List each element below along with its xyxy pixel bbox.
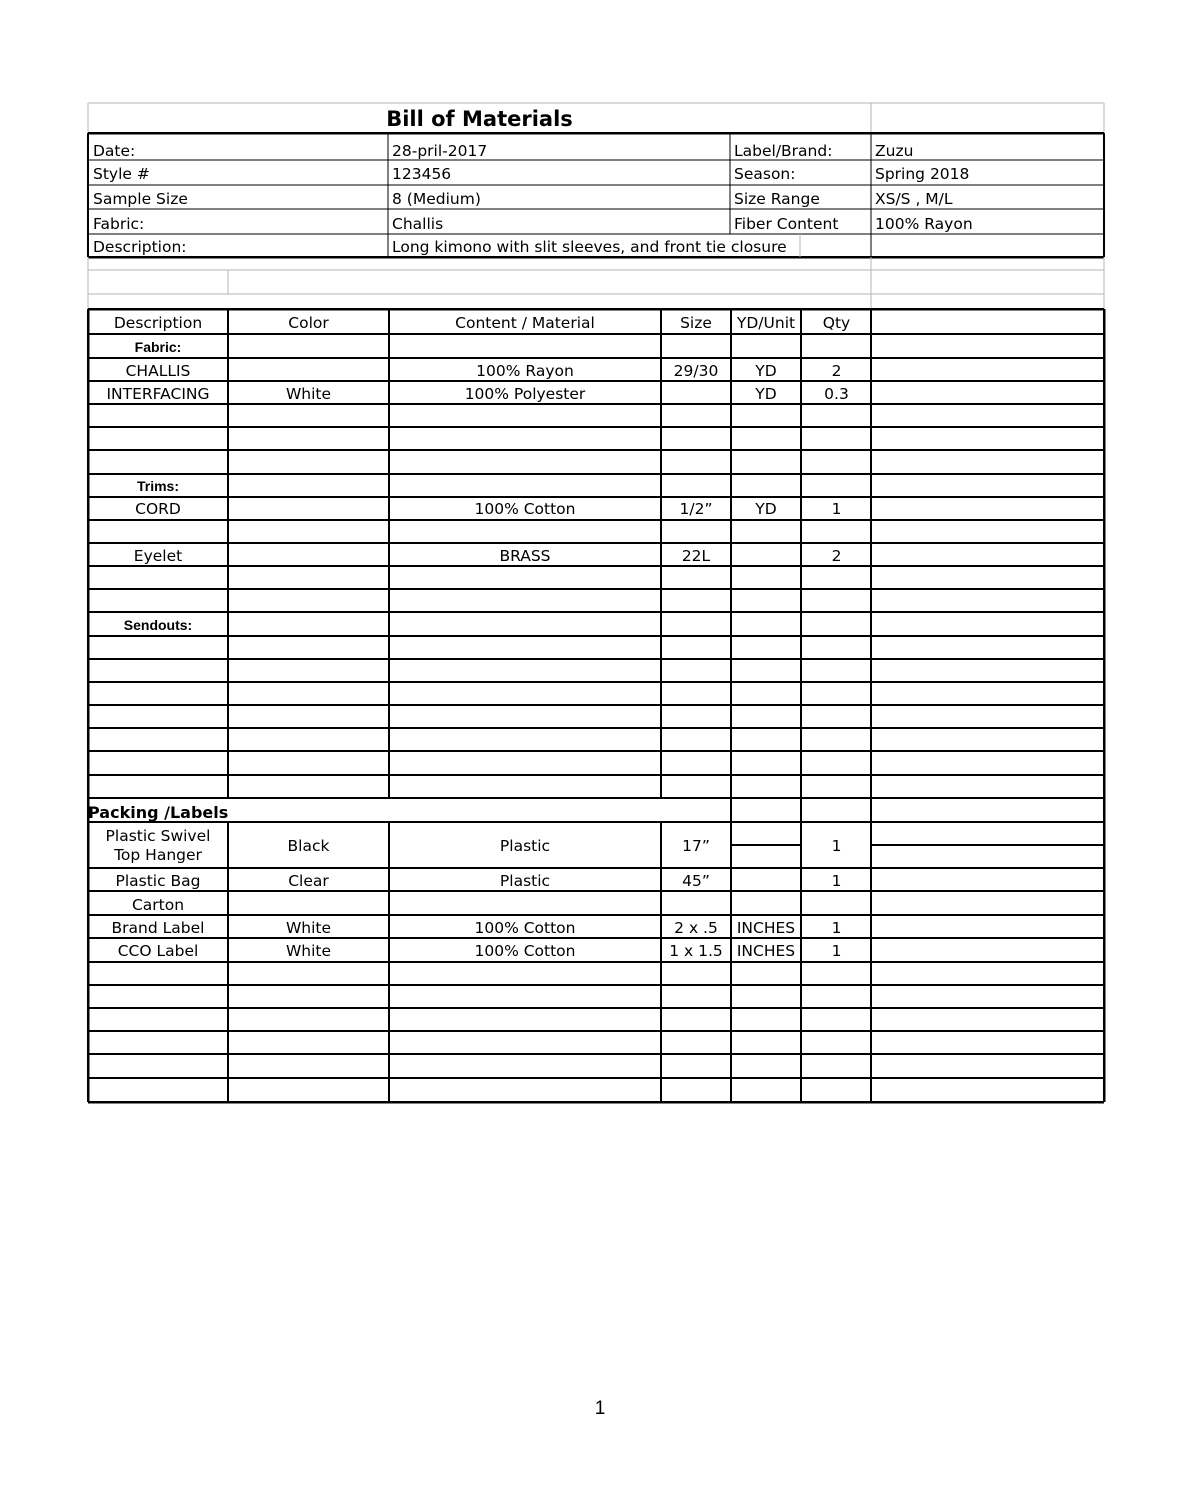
table-row-description: Brand Label — [111, 919, 205, 937]
table-row-qty: 1 — [831, 919, 842, 937]
page-number: 1 — [594, 1398, 606, 1419]
style-label: Style # — [93, 165, 150, 183]
fiber-content-value: 100% Rayon — [875, 215, 973, 233]
col-color: Color — [288, 314, 329, 332]
description-label: Description: — [93, 238, 187, 256]
table-row-size: 2 x .5 — [674, 919, 718, 937]
date-label: Date: — [93, 142, 136, 160]
table-row-qty: 2 — [831, 547, 842, 565]
description-value: Long kimono with slit sleeves, and front tie closure — [392, 238, 787, 256]
section-sendouts: Sendouts: — [123, 617, 193, 633]
table-row-qty: 1 — [831, 500, 842, 518]
fabric-label: Fabric: — [93, 215, 145, 233]
table-row-size: 22L — [681, 547, 711, 565]
table-row-color: White — [285, 942, 332, 960]
hanger-line-1: Plastic Swivel — [105, 827, 211, 845]
table-row-qty: 1 — [831, 872, 842, 890]
fabric-value: Challis — [392, 215, 444, 233]
table-row-content: 100% Cotton — [474, 500, 576, 518]
label-brand-value: Zuzu — [875, 142, 914, 160]
table-row-qty: 1 — [831, 837, 842, 855]
table-row-size: 45” — [682, 872, 710, 890]
table-row-description: INTERFACING — [106, 385, 210, 403]
table-row-qty: 1 — [831, 942, 842, 960]
table-row-description — [88, 827, 228, 865]
table-row-size: 1/2” — [679, 500, 713, 518]
col-content: Content / Material — [455, 314, 595, 332]
table-row-content: Plastic — [499, 837, 551, 855]
section-fabric: Fabric: — [134, 339, 182, 355]
hanger-line-2: Top Hanger — [114, 846, 202, 864]
table-row-content: 100% Cotton — [474, 942, 576, 960]
table-row-qty: 2 — [831, 362, 842, 380]
table-row-unit: YD — [755, 500, 777, 518]
table-row-content: 100% Rayon — [476, 362, 574, 380]
table-row-color: White — [285, 919, 332, 937]
page-title: Bill of Materials — [386, 107, 573, 131]
col-unit: YD/Unit — [736, 314, 796, 332]
season-label: Season: — [734, 165, 796, 183]
size-range-value: XS/S , M/L — [875, 190, 953, 208]
table-row-description: CORD — [135, 500, 181, 518]
date-value: 28-pril-2017 — [392, 142, 488, 160]
table-row-description: CHALLIS — [125, 362, 191, 380]
table-row-unit: INCHES — [736, 942, 796, 960]
col-description: Description — [113, 314, 203, 332]
table-row-description: Carton — [131, 896, 185, 914]
table-row-content: BRASS — [499, 547, 551, 565]
table-row-unit: INCHES — [736, 919, 796, 937]
table-row-size: 29/30 — [673, 362, 719, 380]
section-packing: Packing /Labels — [88, 803, 229, 822]
table-row-size: 1 x 1.5 — [669, 942, 723, 960]
table-row-content: 100% Polyester — [464, 385, 586, 403]
col-size: Size — [680, 314, 712, 332]
table-row-color: Black — [287, 837, 330, 855]
style-value: 123456 — [392, 165, 452, 183]
label-brand-label: Label/Brand: — [734, 142, 833, 160]
table-row-description: Eyelet — [133, 547, 183, 565]
table-row-color: Clear — [288, 872, 329, 890]
col-qty: Qty — [822, 314, 851, 332]
table-row-description: Plastic Bag — [115, 872, 201, 890]
table-row-content: Plastic — [499, 872, 551, 890]
table-row-unit: YD — [755, 385, 777, 403]
table-row-unit: YD — [755, 362, 777, 380]
table-row-qty: 0.3 — [824, 385, 849, 403]
section-trims: Trims: — [136, 478, 179, 494]
fiber-content-label: Fiber Content — [734, 215, 839, 233]
table-row-content: 100% Cotton — [474, 919, 576, 937]
table-row-description: CCO Label — [117, 942, 199, 960]
table-row-color: White — [285, 385, 332, 403]
size-range-label: Size Range — [734, 190, 820, 208]
sample-size-value: 8 (Medium) — [392, 190, 481, 208]
table-row-size: 17” — [682, 837, 710, 855]
sample-size-label: Sample Size — [93, 190, 188, 208]
season-value: Spring 2018 — [875, 165, 970, 183]
